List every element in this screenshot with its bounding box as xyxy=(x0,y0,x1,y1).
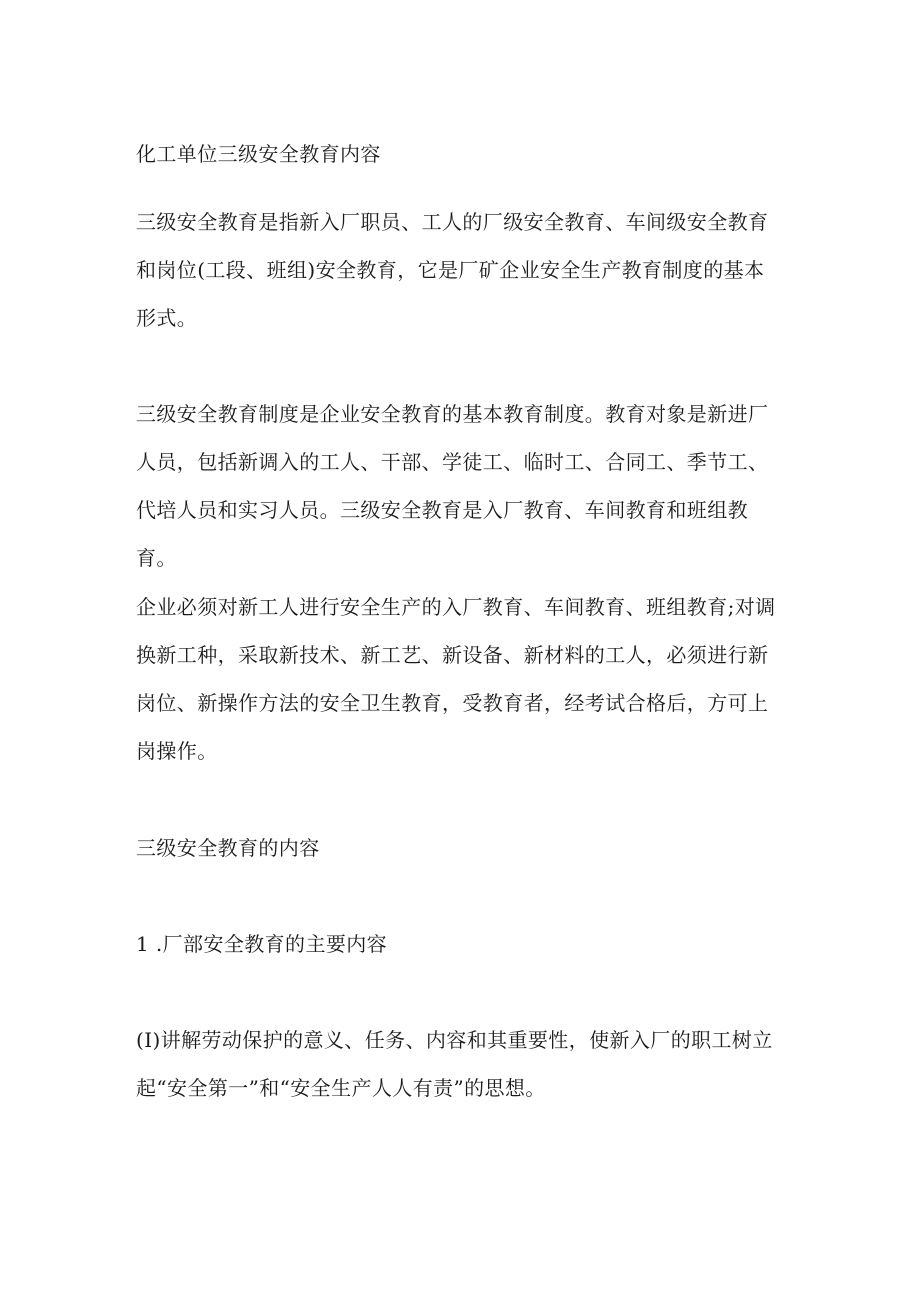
paragraph-requirements: 企业必须对新工人进行安全生产的入厂教育、车间教育、班组教育;对调换新工种，采取新技术、新工艺、新设备、新材料的工人，必须进行新岗位、新操作方法的安全卫生教育，受教育者，经考试合格后，方可上岗操作。 xyxy=(136,595,776,763)
document-title: 化工单位三级安全教育内容 xyxy=(136,142,381,166)
section-heading: 三级安全教育的内容 xyxy=(136,836,320,860)
paragraph-definition: 三级安全教育是指新入厂职员、工人的厂级安全教育、车间级安全教育和岗位(工段、班组)安全教育，它是厂矿企业安全生产教育制度的基本形式。 xyxy=(136,210,769,330)
list-item-1: (I)讲解劳动保护的意义、任务、内容和其重要性，使新入厂的职工树立起“安全第一”和“安全生产人人有责”的思想。 xyxy=(136,1028,773,1100)
paragraph-system: 三级安全教育制度是企业安全教育的基本教育制度。教育对象是新进厂人员，包括新调入的工人、干部、学徒工、临时工、合同工、季节工、代培人员和实习人员。三级安全教育是入厂教育、车间教育和班组教育。 xyxy=(136,402,769,570)
subsection-heading: 1 .厂部安全教育的主要内容 xyxy=(136,932,388,956)
